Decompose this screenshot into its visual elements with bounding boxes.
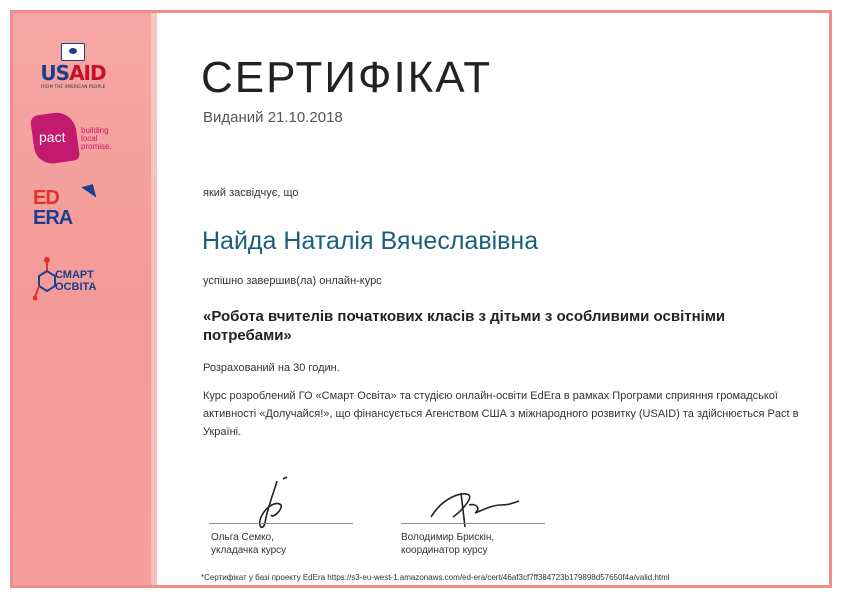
course-title: «Робота вчителів початкових класів з дітьми з особливими освітніми потребами» <box>203 308 726 344</box>
attest-text: який засвідчує, що <box>203 187 299 199</box>
smart-osvita-logo <box>33 251 143 311</box>
signature-1 <box>211 531 286 557</box>
signature-1-line <box>209 523 353 524</box>
course-description: Курс розроблений ГО «Смарт Освіта» та студією онлайн-освіти EdEra в рамках Програми сприяння громадської активності «Долучайся!», що фінансується Агенством США з міжнародного розвитку (USAID) та здійснюється Pact в Україні. <box>203 390 799 438</box>
signature-2-image <box>423 483 533 533</box>
signer-1-role: укладачка курсу <box>211 545 287 556</box>
issue-date: Виданий 21.10.2018 <box>203 109 343 126</box>
sidebar-stripe <box>151 13 157 585</box>
pact-tag-line: promise. <box>81 142 112 151</box>
completion-text: успішно завершив(ла) онлайн-курс <box>203 275 382 287</box>
course-hours: Розрахований на 30 годин. <box>203 362 340 374</box>
edera-logo-era: ERA <box>33 207 73 229</box>
usaid-seal-icon <box>61 43 85 61</box>
smart-logo-line2: ОСВІТА <box>55 281 97 293</box>
pact-logo-tagline <box>81 127 112 151</box>
pact-tag-line: building <box>81 126 109 135</box>
usaid-logo-aid: AID <box>69 61 106 85</box>
certificate-title: СЕРТИФІКАТ <box>201 53 493 102</box>
certificate <box>10 10 832 588</box>
signature-1-image <box>243 475 313 533</box>
logo-sidebar <box>13 13 157 585</box>
signer-2-role: координатор курсу <box>401 545 488 556</box>
signature-2-line <box>401 523 545 524</box>
usaid-logo-us: US <box>40 61 70 85</box>
pact-logo-word: pact <box>39 129 66 145</box>
edera-logo-ed: ED <box>33 187 59 209</box>
smart-logo-line1: СМАРТ <box>55 269 94 281</box>
usaid-logo <box>33 43 113 89</box>
pact-logo <box>33 113 133 168</box>
signer-2-name: Володимир Брискін, <box>401 532 495 543</box>
verification-footnote: *Сертифікат у базі проекту EdEra https://s3-eu-west-1.amazonaws.com/ed-era/cert/46af3cf7ff384723b179898d57650f4a/valid.html <box>201 573 670 582</box>
edera-mark-icon <box>70 184 97 204</box>
pact-tag-line: local <box>81 134 98 143</box>
usaid-logo-tagline: FROM THE AMERICAN PEOPLE <box>40 84 106 89</box>
signer-1-name: Ольга Семко, <box>211 532 274 543</box>
edera-logo <box>33 185 103 233</box>
recipient-name: Найда Наталія Вячеславівна <box>202 227 539 255</box>
signature-2 <box>401 531 494 557</box>
